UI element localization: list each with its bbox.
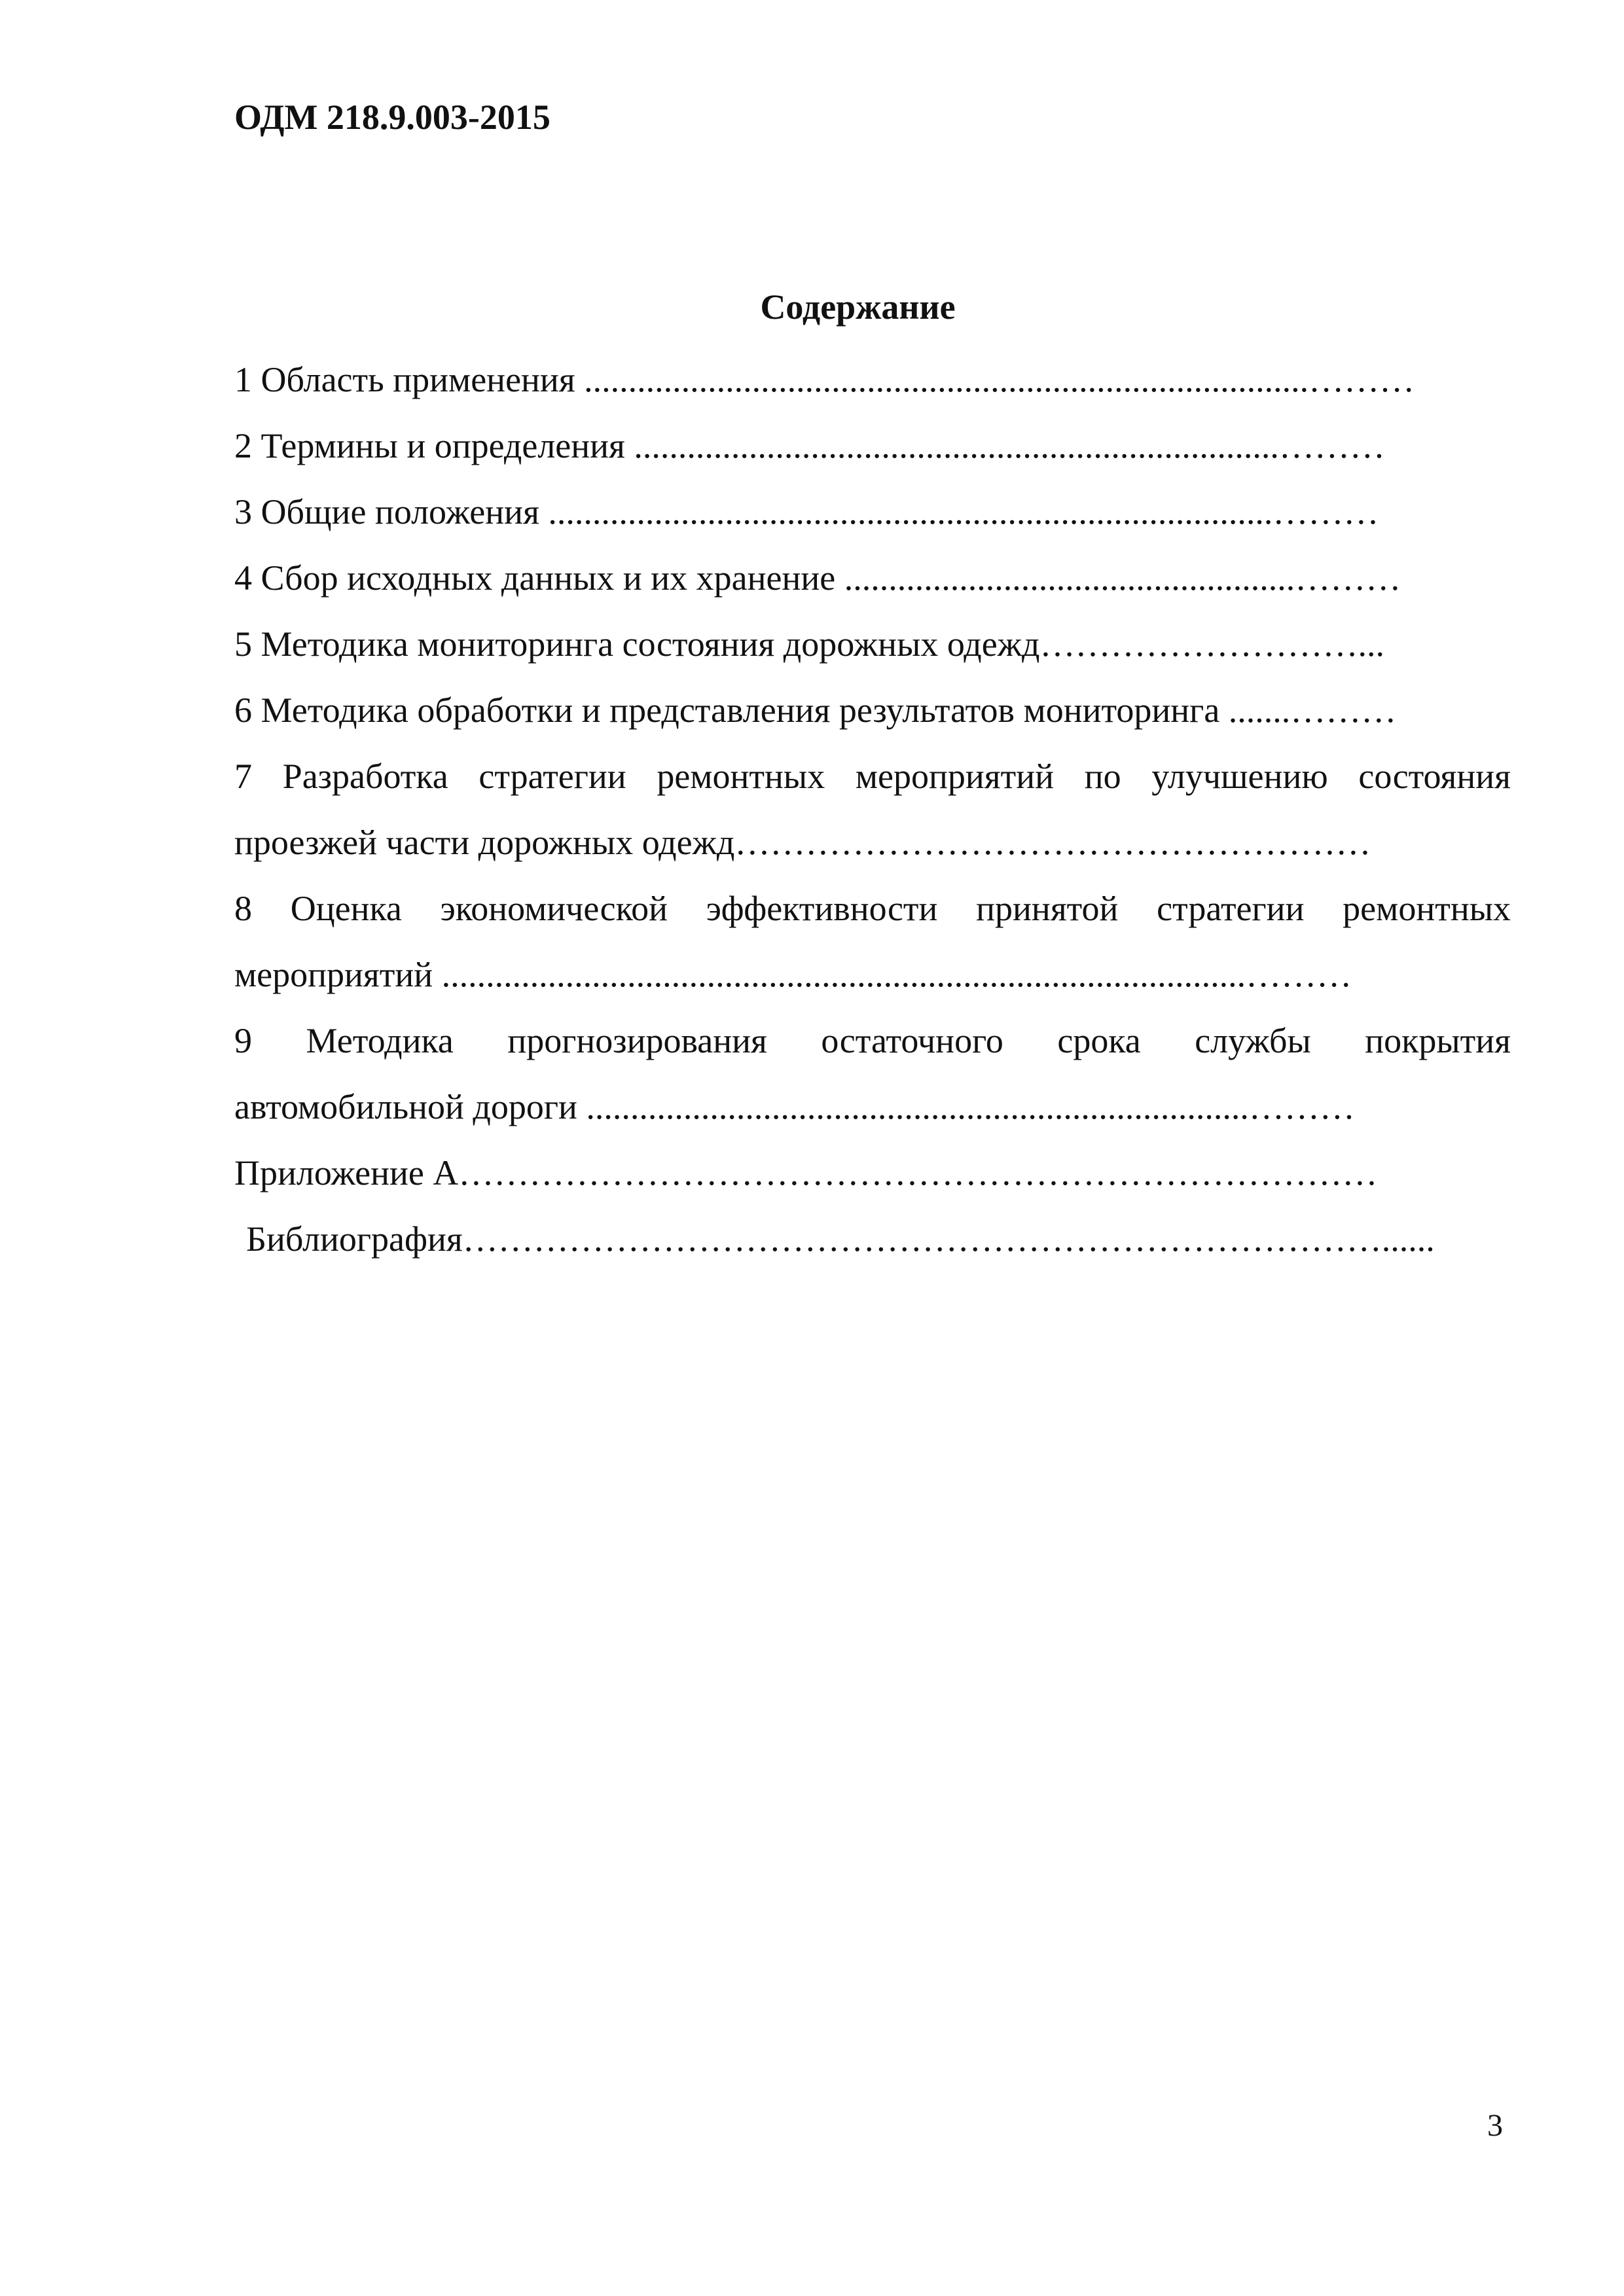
toc-title: Содержание <box>760 287 956 327</box>
toc-entry-line: 5 Методика мониторинга состояния дорожных одежд………………………... <box>234 624 1385 664</box>
toc-entry-line: проезжей части дорожных одежд……………………………………………… <box>234 823 1371 862</box>
toc-entry-processing-method[interactable] <box>234 677 1511 744</box>
toc-entry-line: автомобильной дороги ...........................................................................……… <box>234 1087 1355 1126</box>
toc-entry-general[interactable] <box>234 479 1511 545</box>
toc-entry-terms[interactable] <box>234 413 1511 479</box>
toc-entry-line: Приложение А…………………………………………………………………… <box>234 1153 1378 1193</box>
toc-entry-service-life-forecast[interactable] <box>234 1008 1511 1140</box>
toc-entry-line: 7 Разработка стратегии ремонтных мероприятий по улучшению состояния <box>234 757 1511 796</box>
toc-entry-line: Библиография……………………………………………………………………...... <box>246 1219 1435 1259</box>
toc-entry-line: 8 Оценка экономической эффективности принятой стратегии ремонтных <box>234 889 1511 928</box>
toc-entry-line: 1 Область применения ..................................................................................……… <box>234 360 1415 399</box>
table-of-contents <box>234 347 1511 1272</box>
toc-entry-line: 4 Сбор исходных данных и их хранение ...................................................……… <box>234 558 1401 598</box>
toc-entry-line: 3 Общие положения ..................................................................................……… <box>234 492 1379 531</box>
toc-entry-line: 2 Термины и определения .........................................................................……… <box>234 426 1385 465</box>
toc-entry-data-collection[interactable] <box>234 545 1511 611</box>
page-number: 3 <box>1487 2108 1503 2143</box>
toc-entry-economic-efficiency[interactable] <box>234 876 1511 1008</box>
toc-entry-repair-strategy[interactable] <box>234 744 1511 876</box>
toc-entry-line: 9 Методика прогнозирования остаточного срока службы покрытия <box>234 1021 1511 1060</box>
toc-entry-monitoring-method[interactable] <box>234 611 1511 677</box>
toc-entry-appendix-a[interactable] <box>234 1140 1511 1206</box>
document-code-header: ОДМ 218.9.003-2015 <box>234 98 550 137</box>
toc-entry-line: мероприятий ...........................................................................................……… <box>234 955 1352 994</box>
toc-entry-line: 6 Методика обработки и представления результатов мониторинга .......……… <box>234 691 1397 730</box>
toc-entry-scope[interactable] <box>234 347 1511 413</box>
toc-entry-bibliography[interactable] <box>234 1206 1511 1272</box>
